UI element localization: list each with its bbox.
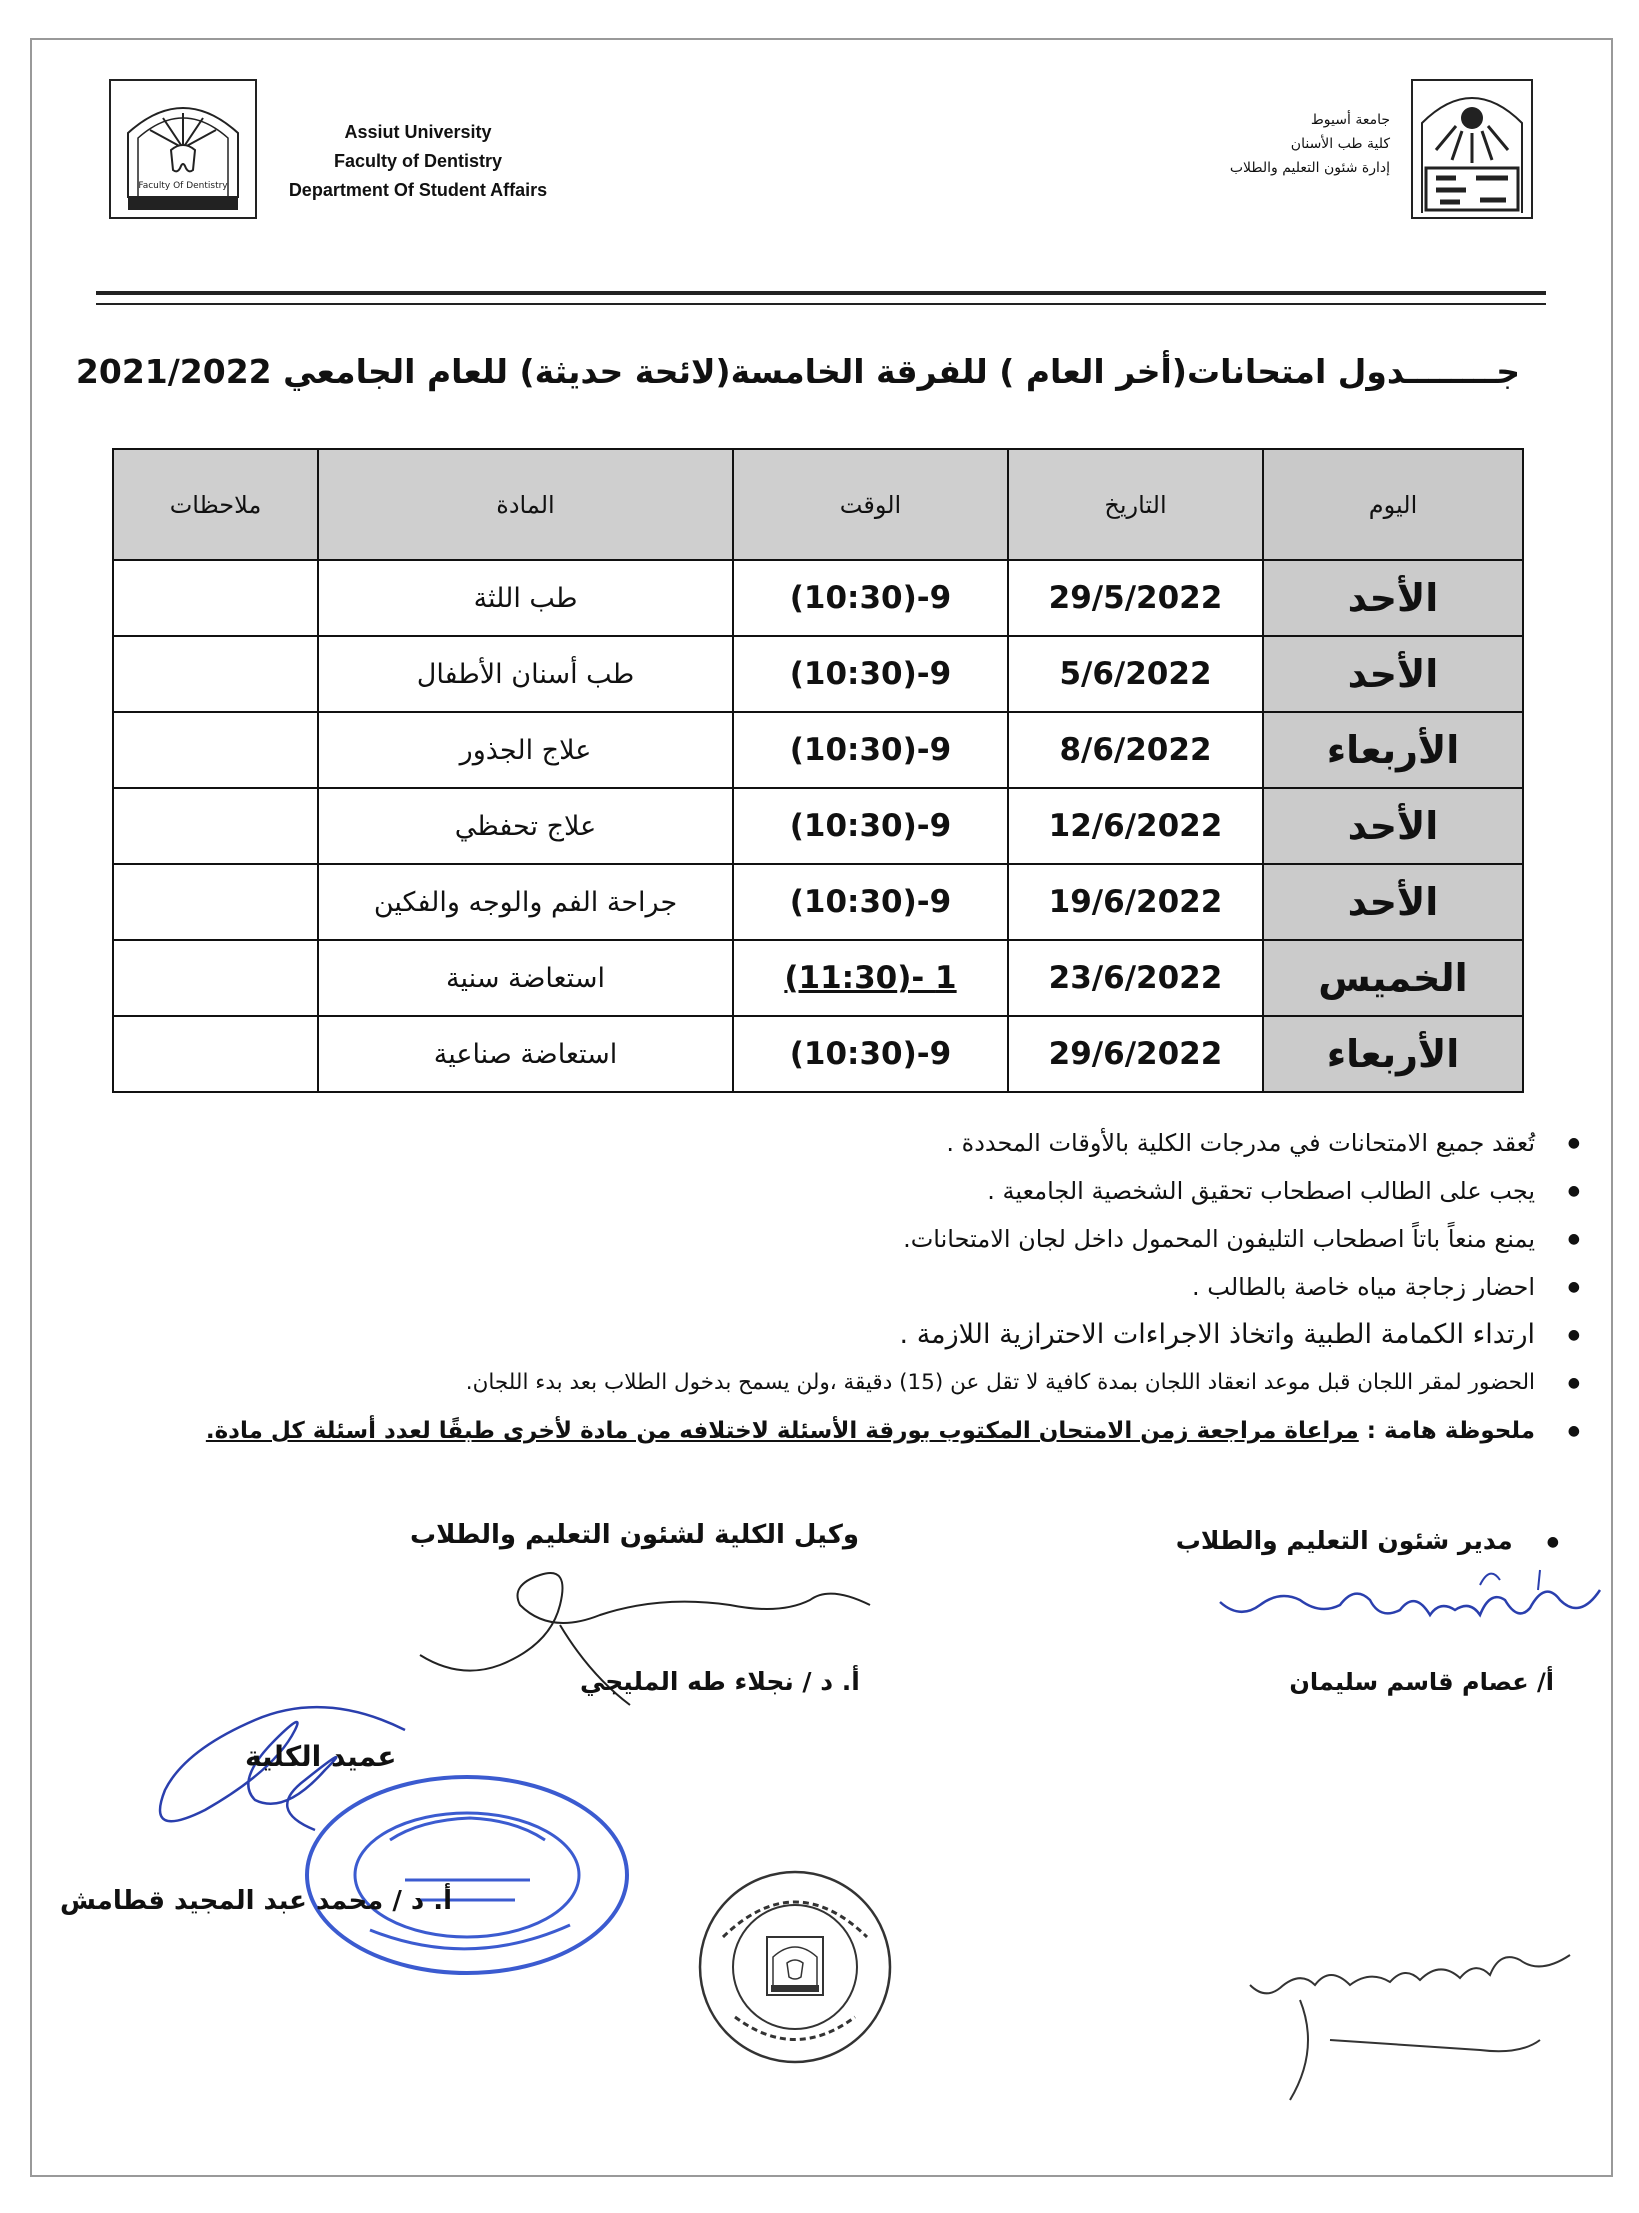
important-note-label: ملحوظة هامة : — [1366, 1418, 1535, 1444]
header-divider-thick — [96, 291, 1546, 295]
cell-day: الأربعاء — [1263, 1016, 1523, 1092]
official-seal — [695, 1867, 895, 2067]
bullet-icon: ● — [1546, 1534, 1559, 1550]
list-item: ● احضار زجاجة مياه خاصة بالطالب . — [140, 1272, 1580, 1302]
table-header-row — [113, 449, 1523, 560]
cell-day: الأحد — [1263, 788, 1523, 864]
svg-text:Faculty Of Dentistry: Faculty Of Dentistry — [138, 181, 228, 191]
faculty-logo-left — [108, 78, 258, 220]
cell-day: الأحد — [1263, 864, 1523, 940]
cell-day: الأحد — [1263, 636, 1523, 712]
cell-notes — [113, 712, 318, 788]
cell-subject: استعاضة صناعية — [318, 1016, 733, 1092]
director-name: أ/ عصام قاسم سليمان — [1289, 1668, 1554, 1696]
cell-subject: علاج الجذور — [318, 712, 733, 788]
instructions-list — [140, 1128, 1580, 1464]
cell-day: الأحد — [1263, 560, 1523, 636]
dean-title: عميد الكلية — [245, 1740, 397, 1773]
important-note — [140, 1416, 1580, 1446]
dean-name: أ. د / محمد عبد المجيد قطامش — [60, 1886, 453, 1916]
cell-date: 29/6/2022 — [1008, 1016, 1263, 1092]
cell-subject: جراحة الفم والوجه والفكين — [318, 864, 733, 940]
faculty-name: Faculty of Dentistry — [333, 151, 503, 171]
cell-time: 9-(10:30) — [733, 788, 1008, 864]
handwritten-signature — [1220, 1940, 1600, 2110]
cell-subject: استعاضة سنية — [318, 940, 733, 1016]
director-signature — [1200, 1560, 1620, 1650]
col-header-notes: ملاحظات — [113, 449, 318, 560]
cell-time: 9-(10:30) — [733, 864, 1008, 940]
cell-date: 23/6/2022 — [1008, 940, 1263, 1016]
arabic-header — [1100, 108, 1390, 180]
page-title: جــــــــدول امتحانات(أخر العام ) للفرقة الخامسة(لائحة حديثة) للعام الجامعي 2021/2022 — [75, 352, 1520, 391]
arabic-department-name: إدارة شئون التعليم والطلاب — [1229, 160, 1390, 176]
header-divider-thin — [96, 303, 1546, 305]
cell-time-text: 1 -(11:30) — [784, 960, 957, 996]
col-header-time: الوقت — [733, 449, 1008, 560]
vice-dean-name: أ. د / نجلاء طه المليجي — [580, 1667, 860, 1696]
cell-date: 12/6/2022 — [1008, 788, 1263, 864]
cell-notes — [113, 864, 318, 940]
table-row — [113, 636, 1523, 712]
cell-subject: طب أسنان الأطفال — [318, 636, 733, 712]
cell-subject: طب اللثة — [318, 560, 733, 636]
cell-notes — [113, 940, 318, 1016]
col-header-subject: المادة — [318, 449, 733, 560]
department-name: Department Of Student Affairs — [288, 180, 548, 200]
cell-notes — [113, 1016, 318, 1092]
english-header — [258, 118, 578, 205]
university-name: Assiut University — [344, 122, 492, 142]
list-item: ● يمنع منعاً باتاً اصطحاب التليفون المحمول داخل لجان الامتحانات. — [140, 1224, 1580, 1254]
important-note-text: مراعاة مراجعة زمن الامتحان المكتوب بورقة الأسئلة لاختلافه من مادة لأخرى طبقًا لعدد أسئلة كل مادة. — [205, 1418, 1359, 1444]
table-row — [113, 560, 1523, 636]
vice-dean-title: وكيل الكلية لشئون التعليم والطلاب — [410, 1520, 860, 1550]
arabic-university-name: جامعة أسيوط — [1310, 112, 1390, 128]
table-row — [113, 712, 1523, 788]
col-header-day: اليوم — [1263, 449, 1523, 560]
cell-time: 9-(10:30) — [733, 560, 1008, 636]
cell-time: 9-(10:30) — [733, 1016, 1008, 1092]
table-row — [113, 1016, 1523, 1092]
cell-time — [733, 940, 1008, 1016]
col-header-date: التاريخ — [1008, 449, 1263, 560]
cell-day: الخميس — [1263, 940, 1523, 1016]
list-item: ● يجب على الطالب اصطحاب تحقيق الشخصية الجامعية . — [140, 1176, 1580, 1206]
cell-time: 9-(10:30) — [733, 712, 1008, 788]
cell-time: 9-(10:30) — [733, 636, 1008, 712]
director-title: مدير شئون التعليم والطلاب — [1175, 1526, 1513, 1555]
cell-date: 29/5/2022 — [1008, 560, 1263, 636]
exam-schedule-table — [112, 448, 1524, 1093]
table-row — [113, 788, 1523, 864]
table-row — [113, 864, 1523, 940]
cell-subject: علاج تحفظي — [318, 788, 733, 864]
table-row — [113, 940, 1523, 1016]
cell-date: 19/6/2022 — [1008, 864, 1263, 940]
director-title-row — [1176, 1526, 1559, 1555]
university-logo-right — [1410, 78, 1534, 220]
arabic-faculty-name: كلية طب الأسنان — [1290, 136, 1390, 152]
cell-notes — [113, 636, 318, 712]
cell-day: الأربعاء — [1263, 712, 1523, 788]
cell-notes — [113, 560, 318, 636]
cell-notes — [113, 788, 318, 864]
cell-date: 5/6/2022 — [1008, 636, 1263, 712]
list-item: ● الحضور لمقر اللجان قبل موعد انعقاد اللجان بمدة كافية لا تقل عن (15) دقيقة ،ولن يسمح بدخول الطلاب بعد بدء اللجان. — [140, 1368, 1580, 1398]
student-affairs-stamp — [300, 1770, 635, 1980]
cell-date: 8/6/2022 — [1008, 712, 1263, 788]
list-item: ● تُعقد جميع الامتحانات في مدرجات الكلية بالأوقات المحددة . — [140, 1128, 1580, 1158]
list-item: ● ارتداء الكمامة الطبية واتخاذ الاجراءات الاحترازية اللازمة . — [140, 1320, 1580, 1350]
